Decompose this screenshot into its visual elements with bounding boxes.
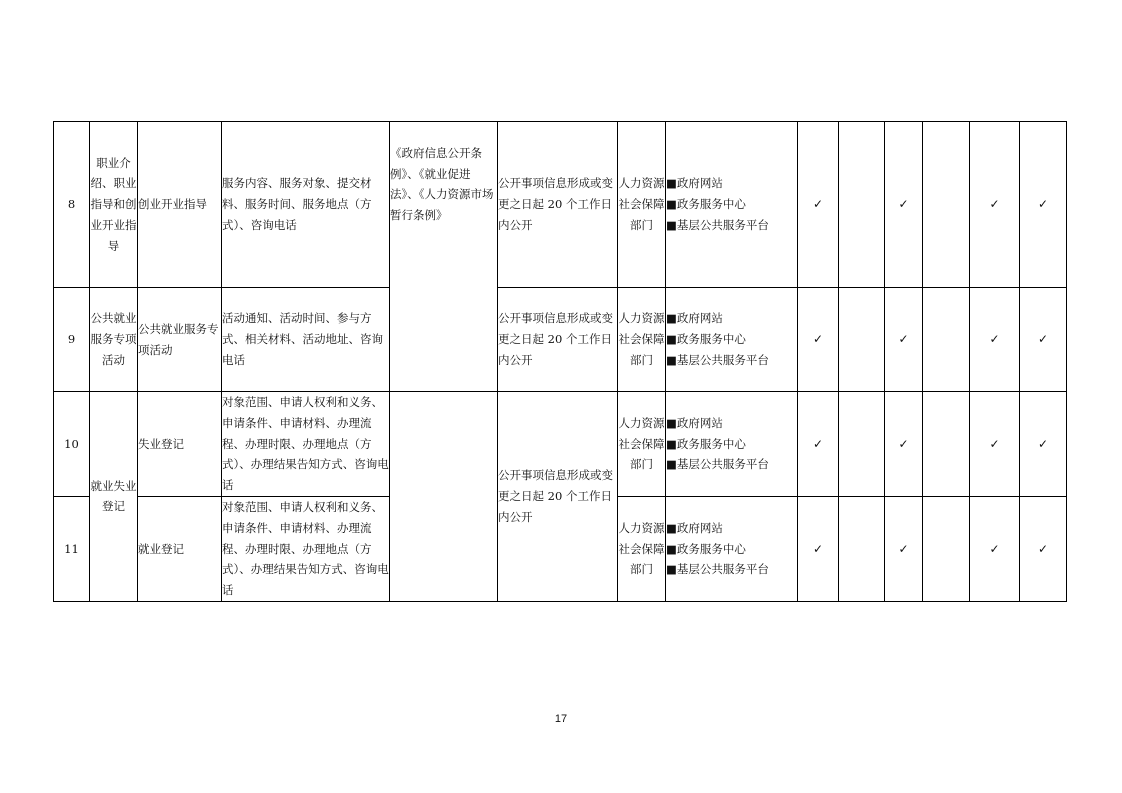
check-mark xyxy=(839,496,885,601)
channel-item: ■政务服务中心 xyxy=(666,332,746,347)
content-cell: 对象范围、申请人权利和义务、申请条件、申请材料、办理流程、办理时限、办理地点（方式）、办理结果告知方式、咨询电话 xyxy=(222,496,390,601)
channel-item: ■政府网站 xyxy=(666,415,723,430)
table-row xyxy=(54,122,1067,288)
channels-cell xyxy=(666,496,798,601)
category-cell: 公共就业服务专项活动 xyxy=(90,288,138,392)
check-mark: ✓ xyxy=(885,122,923,288)
check-mark: ✓ xyxy=(1020,496,1067,601)
check-mark xyxy=(839,392,885,497)
channel-item: ■政务服务中心 xyxy=(666,541,746,556)
table-row xyxy=(54,288,1067,392)
channel-item: ■政务服务中心 xyxy=(666,436,746,451)
channel-item: ■基层公共服务平台 xyxy=(666,562,769,577)
check-mark: ✓ xyxy=(1020,122,1067,288)
channel-item: ■基层公共服务平台 xyxy=(666,352,769,367)
table-row xyxy=(54,392,1067,497)
check-mark: ✓ xyxy=(970,392,1020,497)
department-cell: 人力资源社会保障部门 xyxy=(618,392,666,497)
item-cell: 就业登记 xyxy=(138,496,222,601)
channel-item: ■政务服务中心 xyxy=(666,197,746,212)
check-mark xyxy=(923,496,970,601)
timeframe-cell: 公开事项信息形成或变更之日起 20 个工作日内公开 xyxy=(498,288,618,392)
channel-item: ■基层公共服务平台 xyxy=(666,457,769,472)
channels-cell xyxy=(666,288,798,392)
department-cell: 人力资源社会保障部门 xyxy=(618,122,666,288)
basis-cell-empty xyxy=(390,392,498,602)
check-mark xyxy=(839,122,885,288)
channel-item: ■政府网站 xyxy=(666,520,723,535)
row-number: 10 xyxy=(54,392,90,497)
item-cell: 创业开业指导 xyxy=(138,122,222,288)
check-mark: ✓ xyxy=(1020,392,1067,497)
item-cell: 失业登记 xyxy=(138,392,222,497)
channels-cell xyxy=(666,392,798,497)
timeframe-cell: 公开事项信息形成或变更之日起 20 个工作日内公开 xyxy=(498,122,618,288)
channel-item: ■政府网站 xyxy=(666,176,723,191)
check-mark: ✓ xyxy=(970,122,1020,288)
timeframe-cell: 公开事项信息形成或变更之日起 20 个工作日内公开 xyxy=(498,392,618,602)
content-cell: 对象范围、申请人权利和义务、申请条件、申请材料、办理流程、办理时限、办理地点（方式）、办理结果告知方式、咨询电话 xyxy=(222,392,390,497)
content-cell: 活动通知、活动时间、参与方式、相关材料、活动地址、咨询电话 xyxy=(222,288,390,392)
check-mark: ✓ xyxy=(798,122,839,288)
check-mark: ✓ xyxy=(885,496,923,601)
row-number: 11 xyxy=(54,496,90,601)
channel-item: ■基层公共服务平台 xyxy=(666,217,769,232)
basis-cell: 《政府信息公开条例》、《就业促进法》、《人力资源市场暂行条例》 xyxy=(390,122,498,392)
page-number: 17 xyxy=(554,713,568,725)
check-mark: ✓ xyxy=(798,392,839,497)
check-mark xyxy=(839,288,885,392)
check-mark: ✓ xyxy=(970,496,1020,601)
category-cell: 职业介绍、职业指导和创业开业指导 xyxy=(90,122,138,288)
row-number: 8 xyxy=(54,122,90,288)
check-mark xyxy=(923,122,970,288)
channel-item: ■政府网站 xyxy=(666,311,723,326)
row-number: 9 xyxy=(54,288,90,392)
content-cell: 服务内容、服务对象、提交材料、服务时间、服务地点（方式）、咨询电话 xyxy=(222,122,390,288)
disclosure-table xyxy=(53,121,1067,602)
department-cell: 人力资源社会保障部门 xyxy=(618,288,666,392)
check-mark: ✓ xyxy=(798,288,839,392)
check-mark xyxy=(923,392,970,497)
check-mark xyxy=(923,288,970,392)
department-cell: 人力资源社会保障部门 xyxy=(618,496,666,601)
check-mark: ✓ xyxy=(798,496,839,601)
check-mark: ✓ xyxy=(1020,288,1067,392)
channels-cell xyxy=(666,122,798,288)
check-mark: ✓ xyxy=(885,392,923,497)
check-mark: ✓ xyxy=(970,288,1020,392)
check-mark: ✓ xyxy=(885,288,923,392)
category-cell: 就业失业登记 xyxy=(90,392,138,602)
item-cell: 公共就业服务专项活动 xyxy=(138,288,222,392)
